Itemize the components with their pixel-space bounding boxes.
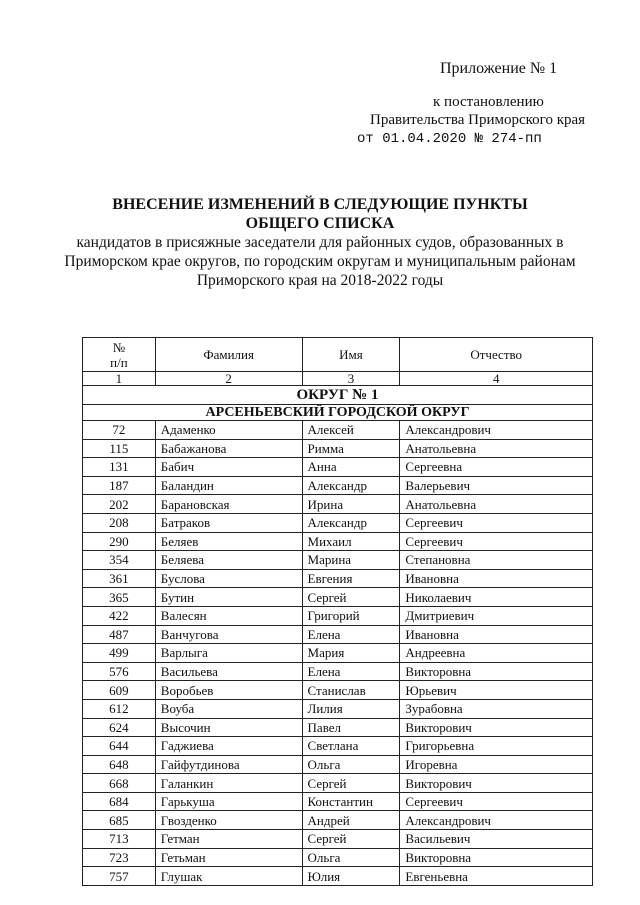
surname-cell: Баландин bbox=[155, 476, 302, 495]
surname-cell: Бабажанова bbox=[155, 439, 302, 458]
column-number: 2 bbox=[155, 372, 302, 386]
row-number-cell: 685 bbox=[83, 811, 156, 830]
row-number-cell: 115 bbox=[83, 439, 156, 458]
row-number-cell: 723 bbox=[83, 848, 156, 867]
patronymic-cell: Андреевна bbox=[400, 644, 593, 663]
patronymic-cell: Анатольевна bbox=[400, 495, 593, 514]
surname-cell: Батраков bbox=[155, 513, 302, 532]
column-number: 1 bbox=[83, 372, 156, 386]
column-number: 3 bbox=[302, 372, 400, 386]
table-row bbox=[83, 569, 593, 588]
row-number-cell: 576 bbox=[83, 662, 156, 681]
table-header-row bbox=[83, 338, 593, 372]
surname-cell: Ванчугова bbox=[155, 625, 302, 644]
patronymic-cell: Игоревна bbox=[400, 755, 593, 774]
first-name-cell: Светлана bbox=[302, 737, 400, 756]
row-number-cell: 422 bbox=[83, 606, 156, 625]
first-name-cell: Станислав bbox=[302, 681, 400, 700]
patronymic-cell: Васильевич bbox=[400, 830, 593, 849]
first-name-cell: Алексей bbox=[302, 421, 400, 440]
patronymic-cell: Александрович bbox=[400, 811, 593, 830]
subtitle-line-2: Приморском крае округов, по городским округам и муниципальным районам bbox=[64, 253, 576, 270]
surname-cell: Беляев bbox=[155, 532, 302, 551]
table-row bbox=[83, 606, 593, 625]
resolution-date-number: от 01.04.2020 № 274-пп bbox=[357, 131, 542, 147]
surname-cell: Гетман bbox=[155, 830, 302, 849]
subdistrict-heading: АРСЕНЬЕВСКИЙ ГОРОДСКОЙ ОКРУГ bbox=[83, 405, 593, 421]
patronymic-cell: Сергеевна bbox=[400, 458, 593, 477]
first-name-cell: Лилия bbox=[302, 699, 400, 718]
header-surname: Фамилия bbox=[155, 338, 302, 372]
table-row bbox=[83, 830, 593, 849]
surname-cell: Воуба bbox=[155, 699, 302, 718]
table-row bbox=[83, 495, 593, 514]
surname-cell: Беляева bbox=[155, 551, 302, 570]
first-name-cell: Марина bbox=[302, 551, 400, 570]
first-name-cell: Римма bbox=[302, 439, 400, 458]
row-number-cell: 208 bbox=[83, 513, 156, 532]
document-title bbox=[60, 195, 580, 290]
table-row bbox=[83, 421, 593, 440]
table-row bbox=[83, 755, 593, 774]
first-name-cell: Ольга bbox=[302, 848, 400, 867]
district-heading: ОКРУГ № 1 bbox=[83, 386, 593, 405]
table-row bbox=[83, 737, 593, 756]
row-number-cell: 757 bbox=[83, 867, 156, 886]
surname-cell: Барановская bbox=[155, 495, 302, 514]
table-row bbox=[83, 718, 593, 737]
header-number-line1: № bbox=[112, 339, 126, 355]
first-name-cell: Юлия bbox=[302, 867, 400, 886]
table-row bbox=[83, 662, 593, 681]
surname-cell: Гвозденко bbox=[155, 811, 302, 830]
patronymic-cell: Ивановна bbox=[400, 625, 593, 644]
candidates-table bbox=[82, 337, 593, 886]
row-number-cell: 684 bbox=[83, 792, 156, 811]
column-number: 4 bbox=[400, 372, 593, 386]
first-name-cell: Павел bbox=[302, 718, 400, 737]
row-number-cell: 354 bbox=[83, 551, 156, 570]
header-patronymic: Отчество bbox=[400, 338, 593, 372]
patronymic-cell: Сергеевич bbox=[400, 532, 593, 551]
patronymic-cell: Ивановна bbox=[400, 569, 593, 588]
patronymic-cell: Валерьевич bbox=[400, 476, 593, 495]
table-row bbox=[83, 551, 593, 570]
surname-cell: Гаджиева bbox=[155, 737, 302, 756]
patronymic-cell: Сергеевич bbox=[400, 513, 593, 532]
row-number-cell: 668 bbox=[83, 774, 156, 793]
patronymic-cell: Викторовна bbox=[400, 848, 593, 867]
table-row bbox=[83, 532, 593, 551]
surname-cell: Буслова bbox=[155, 569, 302, 588]
first-name-cell: Григорий bbox=[302, 606, 400, 625]
government-label: Правительства Приморского края bbox=[370, 112, 586, 128]
row-number-cell: 713 bbox=[83, 830, 156, 849]
row-number-cell: 499 bbox=[83, 644, 156, 663]
title-line-1: ВНЕСЕНИЕ ИЗМЕНЕНИЙ В СЛЕДУЮЩИЕ ПУНКТЫ bbox=[112, 196, 528, 213]
row-number-cell: 612 bbox=[83, 699, 156, 718]
table-row bbox=[83, 644, 593, 663]
title-line-2: ОБЩЕГО СПИСКА bbox=[245, 215, 395, 232]
first-name-cell: Сергей bbox=[302, 774, 400, 793]
row-number-cell: 72 bbox=[83, 421, 156, 440]
surname-cell: Глушак bbox=[155, 867, 302, 886]
subtitle-line-3: Приморского края на 2018-2022 годы bbox=[196, 272, 444, 289]
patronymic-cell: Александрович bbox=[400, 421, 593, 440]
surname-cell: Бутин bbox=[155, 588, 302, 607]
to-resolution-label: к постановлению bbox=[433, 94, 544, 110]
first-name-cell: Сергей bbox=[302, 830, 400, 849]
surname-cell: Воробьев bbox=[155, 681, 302, 700]
row-number-cell: 624 bbox=[83, 718, 156, 737]
row-number-cell: 644 bbox=[83, 737, 156, 756]
patronymic-cell: Сергеевич bbox=[400, 792, 593, 811]
surname-cell: Высочин bbox=[155, 718, 302, 737]
surname-cell: Адаменко bbox=[155, 421, 302, 440]
surname-cell: Варлыга bbox=[155, 644, 302, 663]
first-name-cell: Ольга bbox=[302, 755, 400, 774]
row-number-cell: 648 bbox=[83, 755, 156, 774]
table-row bbox=[83, 625, 593, 644]
surname-cell: Бабич bbox=[155, 458, 302, 477]
surname-cell: Гайфутдинова bbox=[155, 755, 302, 774]
patronymic-cell: Викторович bbox=[400, 774, 593, 793]
patronymic-cell: Степановна bbox=[400, 551, 593, 570]
patronymic-cell: Евгеньевна bbox=[400, 867, 593, 886]
first-name-cell: Александр bbox=[302, 513, 400, 532]
table-row bbox=[83, 848, 593, 867]
row-number-cell: 131 bbox=[83, 458, 156, 477]
patronymic-cell: Дмитриевич bbox=[400, 606, 593, 625]
table-row bbox=[83, 867, 593, 886]
first-name-cell: Ирина bbox=[302, 495, 400, 514]
patronymic-cell: Викторович bbox=[400, 718, 593, 737]
row-number-cell: 290 bbox=[83, 532, 156, 551]
patronymic-cell: Григорьевна bbox=[400, 737, 593, 756]
table-row bbox=[83, 681, 593, 700]
first-name-cell: Константин bbox=[302, 792, 400, 811]
surname-cell: Васильева bbox=[155, 662, 302, 681]
table-row bbox=[83, 588, 593, 607]
table-row bbox=[83, 439, 593, 458]
row-number-cell: 487 bbox=[83, 625, 156, 644]
surname-cell: Гетьман bbox=[155, 848, 302, 867]
first-name-cell: Мария bbox=[302, 644, 400, 663]
row-number-cell: 187 bbox=[83, 476, 156, 495]
table-row bbox=[83, 774, 593, 793]
surname-cell: Гарькуша bbox=[155, 792, 302, 811]
row-number-cell: 361 bbox=[83, 569, 156, 588]
first-name-cell: Александр bbox=[302, 476, 400, 495]
row-number-cell: 202 bbox=[83, 495, 156, 514]
row-number-cell: 365 bbox=[83, 588, 156, 607]
first-name-cell: Андрей bbox=[302, 811, 400, 830]
first-name-cell: Сергей bbox=[302, 588, 400, 607]
patronymic-cell: Юрьевич bbox=[400, 681, 593, 700]
subtitle-line-1: кандидатов в присяжные заседатели для районных судов, образованных в bbox=[76, 234, 564, 251]
patronymic-cell: Зурабовна bbox=[400, 699, 593, 718]
column-number-row bbox=[83, 372, 593, 386]
table-row bbox=[83, 699, 593, 718]
appendix-label: Приложение № 1 bbox=[440, 60, 558, 77]
table-row bbox=[83, 792, 593, 811]
first-name-cell: Елена bbox=[302, 662, 400, 681]
header-name: Имя bbox=[302, 338, 400, 372]
patronymic-cell: Анатольевна bbox=[400, 439, 593, 458]
header-number bbox=[83, 338, 156, 372]
patronymic-cell: Викторовна bbox=[400, 662, 593, 681]
first-name-cell: Елена bbox=[302, 625, 400, 644]
surname-cell: Галанкин bbox=[155, 774, 302, 793]
row-number-cell: 609 bbox=[83, 681, 156, 700]
surname-cell: Валесян bbox=[155, 606, 302, 625]
table-row bbox=[83, 513, 593, 532]
header-number-line2: п/п bbox=[110, 354, 128, 370]
first-name-cell: Михаил bbox=[302, 532, 400, 551]
table-row bbox=[83, 476, 593, 495]
table-row bbox=[83, 458, 593, 477]
patronymic-cell: Николаевич bbox=[400, 588, 593, 607]
first-name-cell: Анна bbox=[302, 458, 400, 477]
first-name-cell: Евгения bbox=[302, 569, 400, 588]
table-row bbox=[83, 811, 593, 830]
